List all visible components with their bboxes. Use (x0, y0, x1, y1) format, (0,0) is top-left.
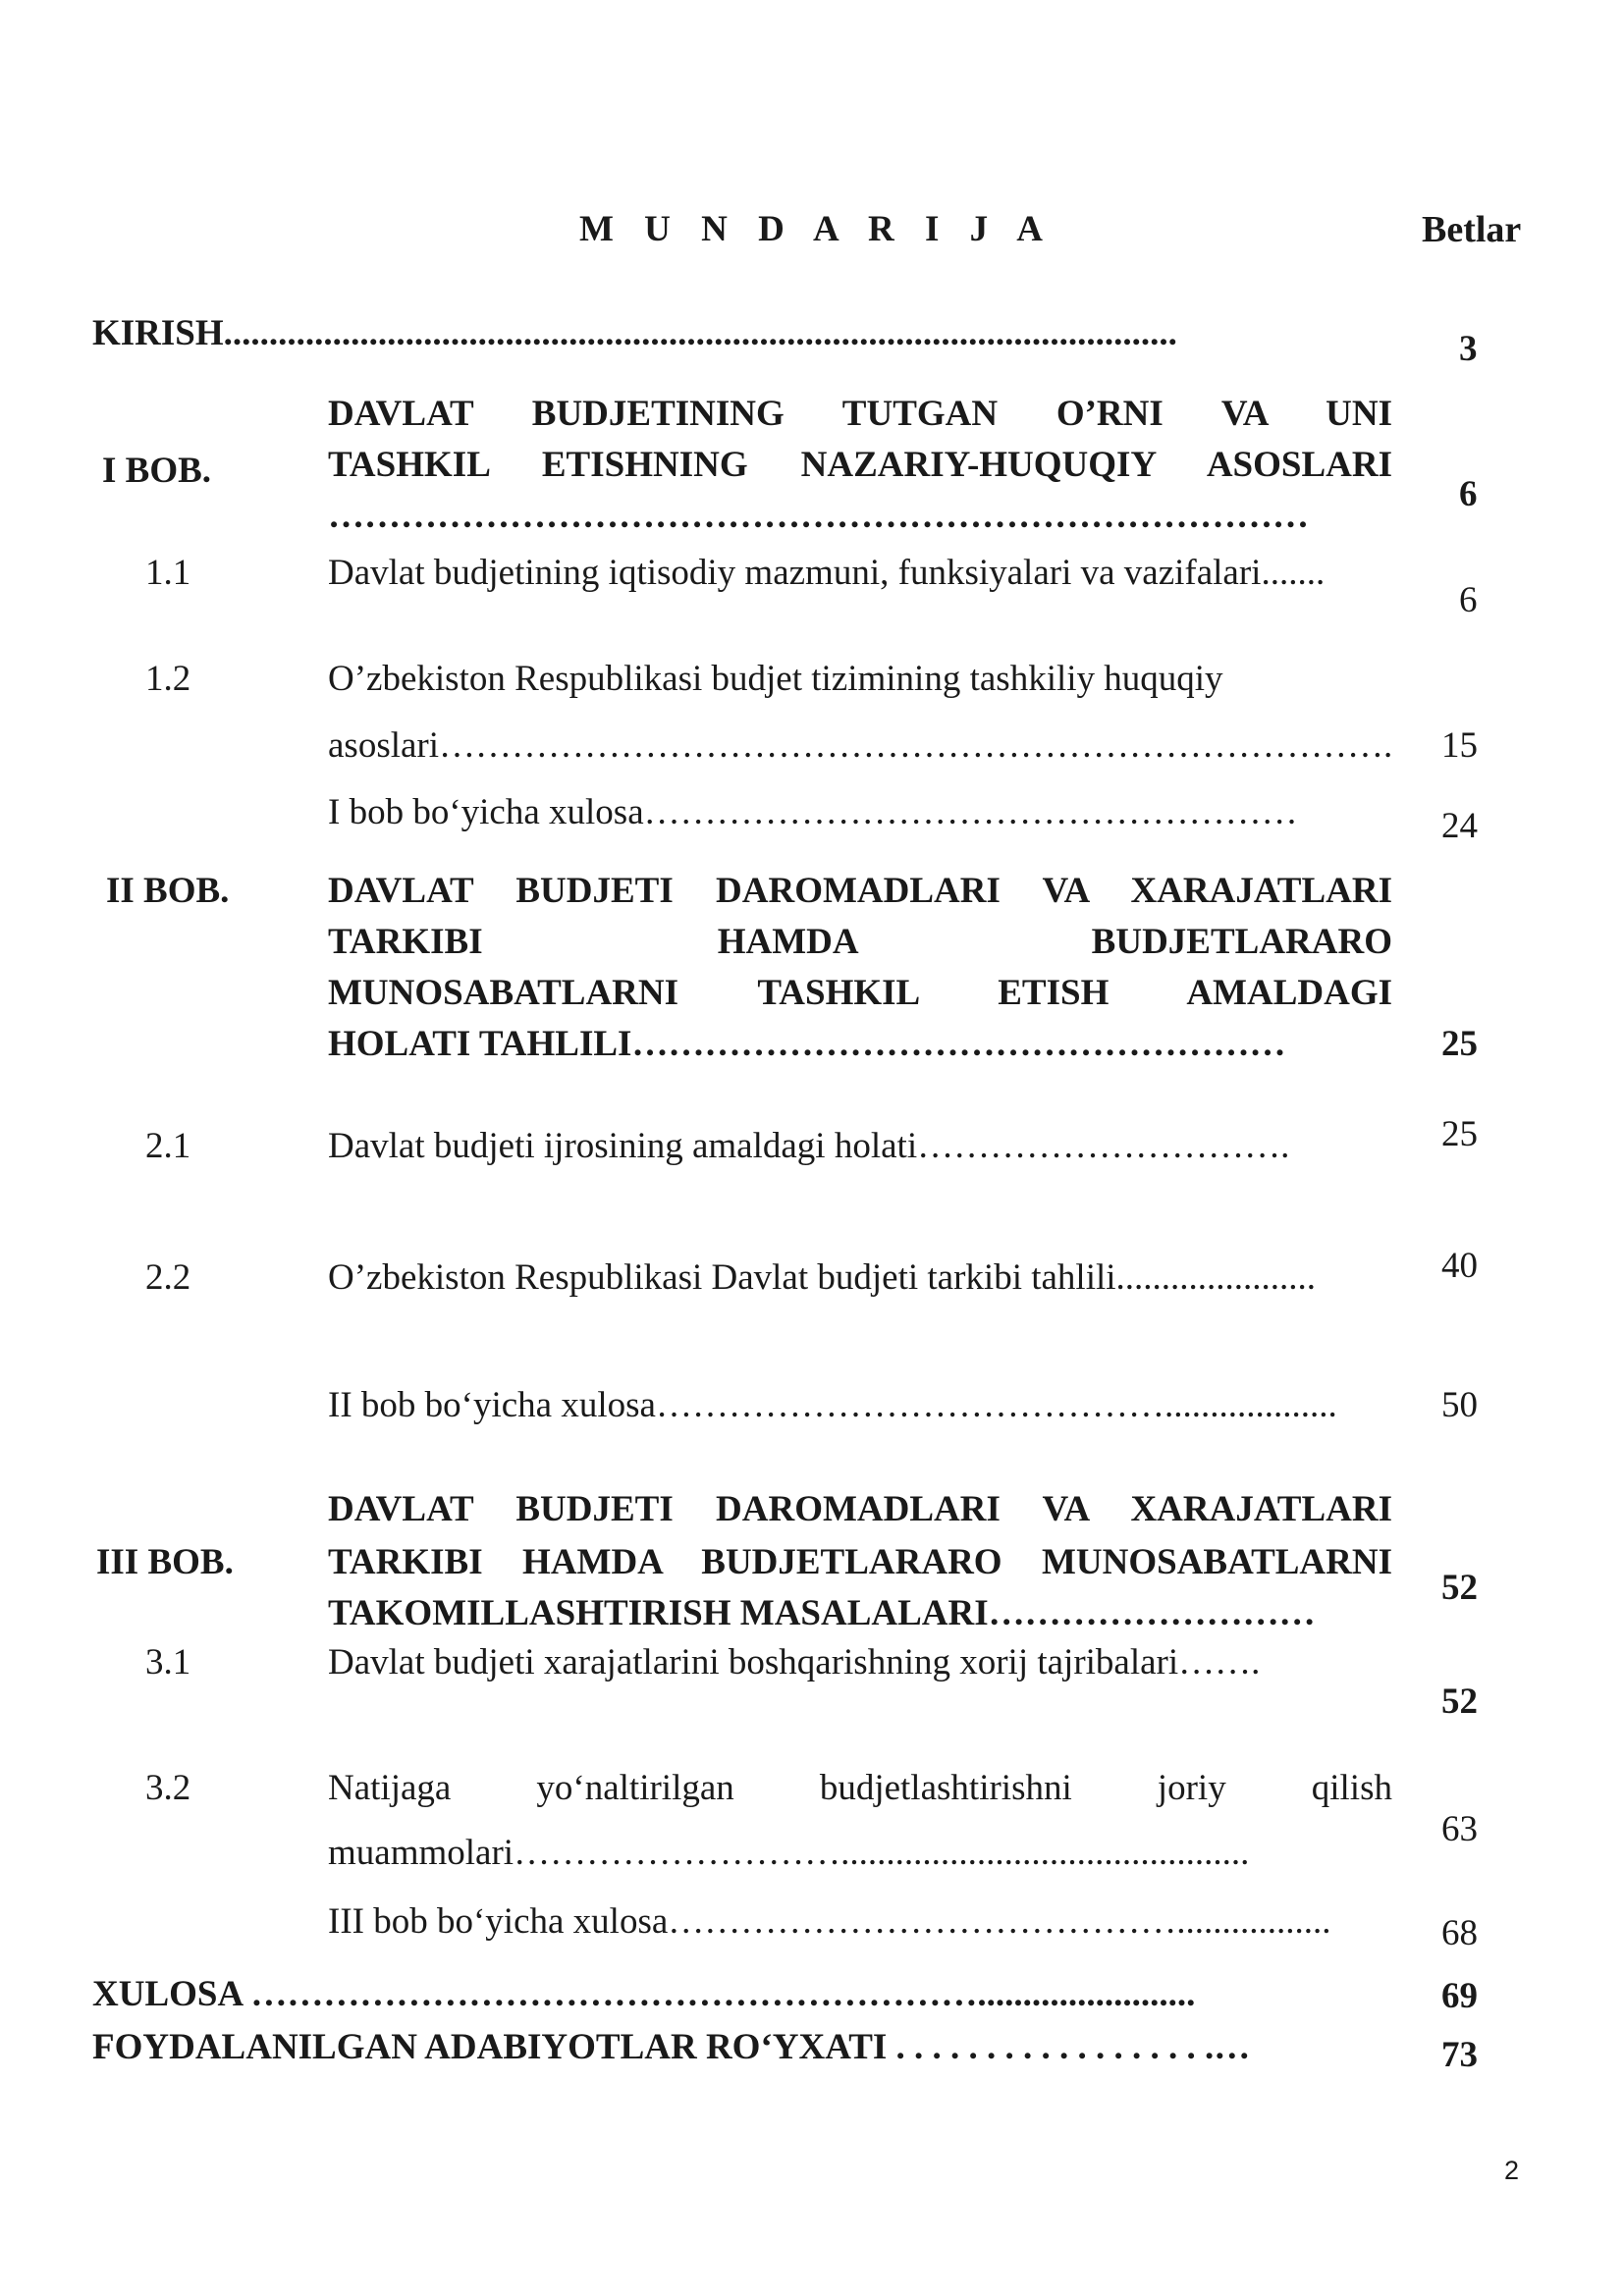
chapter-3-title-line-3: TAKOMILLASHTIRISH MASALALARI……………………… (328, 1593, 1316, 1633)
toc-page-xulosa: 69 (1441, 1976, 1478, 2016)
chapter-1-page: 6 (1459, 474, 1478, 514)
chapter-1-conclusion: I bob bo‘yicha xulosa……………………………………………… (328, 792, 1298, 832)
chapter-3-title-line-1: DAVLAT BUDJETI DAROMADLARI VA XARAJATLARI (328, 1489, 1392, 1529)
section-2-2-number: 2.2 (145, 1257, 191, 1298)
section-1-1-number: 1.1 (145, 553, 191, 593)
section-1-1-page: 6 (1459, 580, 1478, 620)
pages-column-header: Betlar (1422, 209, 1522, 250)
chapter-3-title-line-2: TARKIBI HAMDA BUDJETLARARO MUNOSABATLARNI (328, 1542, 1392, 1582)
toc-entry-kirish: KIRISH......................................................................................................... (92, 313, 1177, 353)
section-2-1-page: 25 (1441, 1114, 1478, 1154)
chapter-3-conclusion: III bob bo‘yicha xulosa……………………………………................. (328, 1901, 1331, 1942)
section-3-1-number: 3.1 (145, 1642, 191, 1682)
chapter-2-title-line-1: DAVLAT BUDJETI DAROMADLARI VA XARAJATLARI (328, 871, 1392, 911)
chapter-2-title-line-4: HOLATI TAHLILI……………………………………………… (328, 1024, 1286, 1064)
section-3-1-title: Davlat budjeti xarajatlarini boshqarishning xorij tajribalari……. (328, 1642, 1261, 1682)
page-number: 2 (1504, 2156, 1520, 2185)
section-3-2-title-line-2: muammolari………………………............................................. (328, 1833, 1250, 1873)
section-3-1-page: 52 (1441, 1682, 1478, 1722)
section-3-2-title-line-1: Natijaga yo‘naltirilgan budjetlashtirishni joriy qilish (328, 1768, 1392, 1808)
chapter-2-title-line-3: MUNOSABATLARNI TASHKIL ETISH AMALDAGI (328, 973, 1392, 1013)
toc-title: M U N D A R I J A (579, 209, 1055, 249)
chapter-2-label: II BOB. (106, 871, 230, 911)
chapter-2-title-line-2: TARKIBI HAMDA BUDJETLARARO (328, 922, 1392, 962)
toc-page-references: 73 (1441, 2035, 1478, 2075)
section-2-2-page: 40 (1441, 1246, 1478, 1286)
toc-page-kirish: 3 (1459, 329, 1478, 369)
section-1-2-page: 15 (1441, 725, 1478, 766)
toc-entry-xulosa: XULOSA ……………………………………………………........................ (92, 1974, 1196, 2014)
chapter-2-conclusion-page: 50 (1441, 1385, 1478, 1425)
chapter-3-page: 52 (1441, 1568, 1478, 1608)
chapter-2-page: 25 (1441, 1024, 1478, 1064)
section-1-2-title-line-1: O’zbekiston Respublikasi budjet tizimining tashkiliy huquqiy (328, 659, 1223, 699)
chapter-1-label: I BOB. (102, 451, 212, 491)
chapter-3-conclusion-page: 68 (1441, 1913, 1478, 1953)
section-3-2-page: 63 (1441, 1809, 1478, 1849)
chapter-3-label: III BOB. (96, 1542, 234, 1582)
toc-entry-references: FOYDALANILGAN ADABIYOTLAR RO‘YXATI . . . . . . . . . . . . . . . . . .… (92, 2027, 1251, 2067)
chapter-2-conclusion: II bob bo‘yicha xulosa……………………………………................... (328, 1385, 1337, 1425)
section-2-1-number: 2.1 (145, 1126, 191, 1166)
section-1-2-number: 1.2 (145, 659, 191, 699)
chapter-1-conclusion-page: 24 (1441, 806, 1478, 846)
chapter-1-dots: ……………………………………………………………………… (328, 496, 1309, 536)
chapter-1-title-line-1: DAVLAT BUDJETINING TUTGAN O’RNI VA UNI (328, 394, 1392, 434)
section-1-2-title-line-2: asoslari……………………………………………………………………. (328, 725, 1393, 766)
chapter-1-title-line-2: TASHKIL ETISHNING NAZARIY-HUQUQIY ASOSLARI (328, 445, 1392, 485)
section-2-1-title: Davlat budjeti ijrosining amaldagi holati…………………………. (328, 1126, 1290, 1166)
section-1-1-title: Davlat budjetining iqtisodiy mazmuni, funksiyalari va vazifalari....... (328, 553, 1326, 593)
section-3-2-number: 3.2 (145, 1768, 191, 1808)
section-2-2-title: O’zbekiston Respublikasi Davlat budjeti tarkibi tahlili...................... (328, 1257, 1317, 1298)
